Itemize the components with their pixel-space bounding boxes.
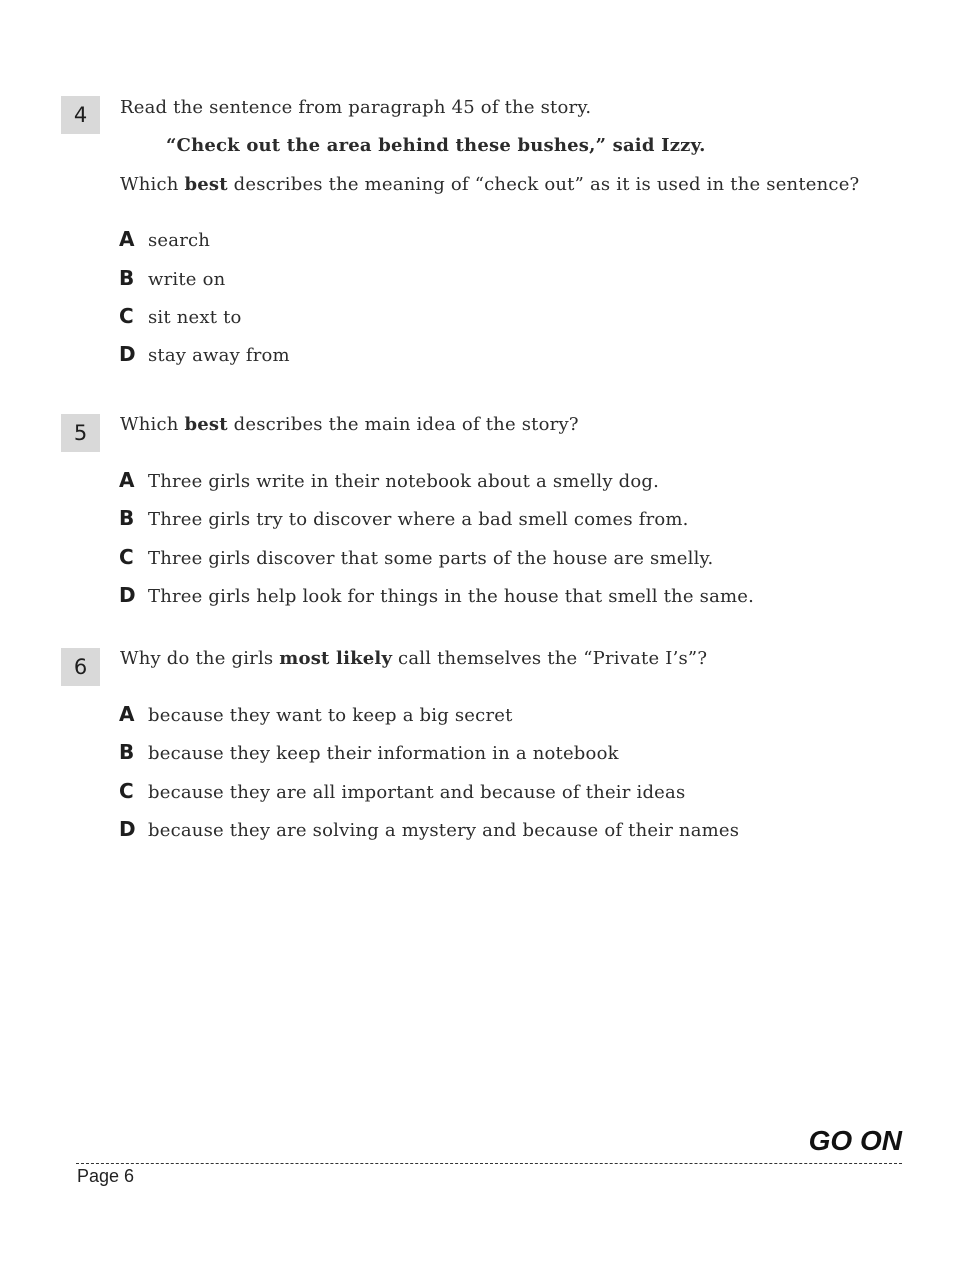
- answer-option-a[interactable]: [119, 227, 210, 251]
- answer-option-b[interactable]: [119, 740, 619, 764]
- option-letter: A: [119, 227, 135, 251]
- page-number: Page 6: [77, 1166, 135, 1186]
- prompt-emphasis: most likely: [279, 648, 393, 669]
- option-letter: B: [119, 740, 135, 764]
- answer-option-b[interactable]: [119, 506, 689, 530]
- quoted-sentence: “Check out the area behind these bushes,” said Izzy.: [166, 135, 706, 156]
- answer-option-d[interactable]: [119, 342, 290, 366]
- answer-option-d[interactable]: [119, 817, 739, 841]
- option-text: write on: [148, 269, 226, 290]
- prompt-text: describes the main idea of the story?: [227, 414, 579, 435]
- answer-option-c[interactable]: [119, 545, 713, 569]
- prompt-text: call themselves the “Private I’s”?: [392, 648, 708, 669]
- question-prompt: [120, 174, 859, 196]
- question-prompt: [120, 648, 707, 670]
- option-letter: C: [119, 304, 134, 328]
- option-letter: D: [119, 342, 136, 366]
- go-on-label: GO ON: [808, 1125, 902, 1156]
- option-text: because they keep their information in a notebook: [148, 743, 619, 764]
- answer-option-c[interactable]: [119, 304, 242, 328]
- question-number: 4: [73, 103, 88, 127]
- answer-option-c[interactable]: [119, 779, 685, 803]
- question-prompt: [120, 414, 579, 436]
- option-text: Three girls help look for things in the house that smell the same.: [148, 586, 755, 607]
- option-letter: C: [119, 779, 134, 803]
- option-text: stay away from: [148, 345, 290, 366]
- option-text: because they are all important and because of their ideas: [148, 782, 686, 803]
- answer-option-a[interactable]: [119, 468, 659, 492]
- option-letter: C: [119, 545, 134, 569]
- prompt-text: Which: [120, 414, 185, 435]
- prompt-text: Which: [120, 174, 185, 195]
- option-text: because they are solving a mystery and because of their names: [148, 820, 740, 841]
- option-letter: B: [119, 266, 135, 290]
- option-text: Three girls try to discover where a bad smell comes from.: [148, 509, 689, 530]
- option-text: Three girls discover that some parts of the house are smelly.: [148, 548, 714, 569]
- option-text: sit next to: [148, 307, 242, 328]
- question-number-badge: [61, 414, 100, 452]
- question-number-badge: [61, 96, 100, 134]
- prompt-emphasis: best: [184, 174, 228, 195]
- footer-divider: [76, 1163, 902, 1164]
- answer-option-d[interactable]: [119, 583, 754, 607]
- question-number: 6: [73, 655, 88, 679]
- option-letter: D: [119, 583, 136, 607]
- answer-option-a[interactable]: [119, 702, 513, 726]
- prompt-text: describes the meaning of “check out” as it is used in the sentence?: [227, 174, 860, 195]
- question-number: 5: [73, 421, 88, 445]
- option-text: Three girls write in their notebook about a smelly dog.: [148, 471, 660, 492]
- option-text: search: [148, 230, 211, 251]
- question-stem: Read the sentence from paragraph 45 of the story.: [120, 97, 592, 118]
- option-letter: B: [119, 506, 135, 530]
- option-letter: A: [119, 468, 135, 492]
- option-letter: A: [119, 702, 135, 726]
- prompt-emphasis: best: [184, 414, 228, 435]
- option-text: because they want to keep a big secret: [148, 705, 513, 726]
- question-number-badge: [61, 648, 100, 686]
- prompt-text: Why do the girls: [120, 648, 280, 669]
- option-letter: D: [119, 817, 136, 841]
- answer-option-b[interactable]: [119, 266, 225, 290]
